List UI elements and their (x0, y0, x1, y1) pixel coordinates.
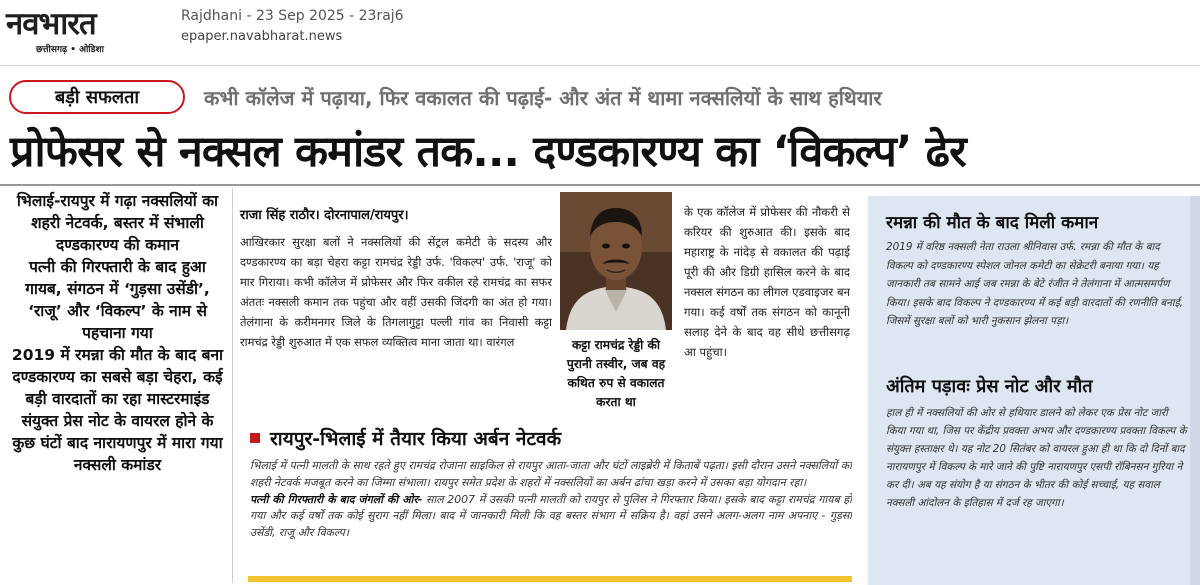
article-column-1: आखिरकार सुरक्षा बलों ने नक्सलियों की सेंट्रल कमेटी के सदस्य और दण्डकारण्य का बड़ा चेहरा कट्टा रामचंद्र रेड्डी उर्फ. 'विकल्प' उर्फ. 'राजू' को मार गिराया। कभी कॉलेज में प्रोफेसर और फिर वकील रहे रामचंद्र का सफर अंततः नक्सली कमान तक पहुंचा और वहीं उसकी जिंदगी का अंत हो गया। तेलंगाना के करीमनगर जिले के तिगलागुट्टा पल्ली गांव का निवासी कट्टा रामचंद्र रेड्डी शुरुआत में एक सफल व्यक्तित्व माना जाता था। वारंगल (240, 235, 552, 349)
kicker-badge (9, 80, 185, 114)
masthead (0, 0, 1200, 62)
newspaper-logo[interactable] (6, 2, 166, 58)
sidebar-text-final: हाल ही में नक्सलियों की ओर से हथियार डालने को लेकर एक प्रेस नोट जारी किया गया था, जिस पर केंद्रीय प्रवक्ता अभय और दण्डकारण्य प्रवक्ता विकल्प के संयुक्त हस्ताक्षर थे। यह नोट 20 सितंबर को वायरल हुआ ही था कि दो दिनों बाद नारायणपुर में विकल्प के मारे जाने की पुष्टि नारायणपुर एसपी रॉबिनसन गुरिया ने कर दी। अब यह संयोग है या संगठन के भीतर की कोई सच्चाई, यह सवाल नक्सली आंदोलन के इतिहास में दर्ज रह जाएगा। (886, 407, 1187, 509)
paragraph-lead: पत्नी की गिरफ्तारी के बाद जंगलों की ओर- (250, 492, 423, 506)
column-divider (232, 188, 233, 583)
photo-caption: कट्टा रामचंद्र रेड्डी की पुरानी तस्वीर, जब वह कथित रुप से वकालत करता था (566, 338, 666, 409)
subhead: रायपुर-भिलाई में तैयार किया अर्बन नेटवर्क (270, 428, 562, 450)
highlight-bar (248, 576, 852, 582)
paragraph-jungle (250, 492, 852, 542)
summary-column (10, 190, 225, 580)
summary-point: 2019 में रमन्ना की मौत के बाद बना दण्डकारण्य का सबसे बड़ा चेहरा, कई बड़ी वारदातों का रहा मास्टरमाइंड (11, 346, 224, 408)
portrait-photo[interactable] (560, 192, 672, 330)
summary-point: भिलाई-रायपुर में गढ़ा नक्सलियों का शहरी नेटवर्क, बस्तर में संभाली दण्डकारण्य की कमान (16, 192, 219, 254)
paragraph-text: साल 2007 में उसकी पत्नी मालती को रायपुर से पुलिस ने गिरफ्तार किया। इसके बाद कट्टा रामचंद्र गायब हो गया और कई वर्षों तक कोई सुराग नहीं मिला। बाद में जानकारी मिली कि वह बस्तर संभाग में सक्रिय है। वहां उसने अलग-अलग नाम अपनाए - गुड़सा उसेंडी, राजू और विकल्प। (250, 492, 852, 540)
sidebar-heading-command: रमन्ना की मौत के बाद मिली कमान (886, 213, 1099, 233)
headline-divider (0, 184, 1200, 186)
logo-edition-label: छत्तीसगढ़ • ओडिशा (36, 45, 104, 55)
byline: राजा सिंह राठौर। दोरनापाल/रायपुर। (240, 208, 409, 223)
subhead-row (250, 424, 561, 452)
sidebar-heading-final: अंतिम पड़ावः प्रेस नोट और मौत (886, 376, 1093, 397)
summary-point: संयुक्त प्रेस नोट के वायरल होने के कुछ घंटों बाद नारायणपुर में मारा गया नक्सली कमांडर (12, 412, 223, 474)
kicker-label: बड़ी सफलता (54, 87, 139, 108)
article-column-3 (250, 458, 852, 570)
site-url-link[interactable]: epaper.navabharat.news (181, 29, 343, 44)
header-divider (0, 65, 1200, 66)
red-square-bullet-icon (250, 433, 260, 443)
sidebar-edge (1190, 196, 1200, 585)
summary-point: पत्नी की गिरफ्तारी के बाद हुआ गायब, संगठन में ‘गुड़सा उसेंडी’, ‘राजू’ और ‘विकल्प’ के नाम से पहचाना गया (25, 258, 210, 342)
logo-wordmark: नवभारत (6, 6, 96, 42)
strap-line: कभी कॉलेज में पढ़ाया, फिर वकालत की पढ़ाई- और अंत में थामा नक्सलियों के साथ हथियार (204, 86, 882, 110)
portrait-illustration (560, 192, 672, 330)
sidebar-text-command: 2019 में वरिष्ठ नक्सली नेता राउला श्रीनिवास उर्फ. रमन्ना की मौत के बाद विकल्प को दण्डकारण्य स्पेशल जोनल कमेटी का सेक्रेटरी बनाया गया। यह जानकारी तब सामने आई जब रमन्ना के बेटे रंजीत ने तेलंगाना में आत्मसमर्पण किया। इसके बाद विकल्प ने दण्डकारण्य में कई बड़ी वारदातों की रणनीति बनाई, जिसमें सुरक्षा बलों को भारी नुकसान झेलना पड़ा। (886, 241, 1183, 327)
article-column-2: के एक कॉलेज में प्रोफेसर की नौकरी से करियर की शुरुआत की। इसके बाद महाराष्ट्र के नांदेड़ से वकालत की पढ़ाई पूरी की और डिग्री हासिल करने के बाद नक्सल संगठन का लीगल एडवाइजर बन गया। कई वर्षों तक संगठन को कानूनी सलाह देने के बाद वह सीधे छत्तीसगढ़ आ पहुंचा। (684, 205, 850, 359)
headline: प्रोफेसर से नक्सल कमांडर तक... दण्डकारण्य का ‘विकल्प’ ढेर (10, 127, 966, 177)
issue-info: Rajdhani - 23 Sep 2025 - 23raj6 (181, 8, 404, 24)
paragraph-urban-network: भिलाई में पत्नी मालती के साथ रहते हुए रामचंद्र रोजाना साइकिल से रायपुर आता-जाता और घंटों लाइब्रेरी में किताबें पढ़ता। इसी दौरान उसने नक्सलियों का शहरी नेटवर्क मजबूत करने का जिम्मा संभाला। रायपुर समेत प्रदेश के शहरों में नक्सलियों का अर्बन ढांचा खड़ा करने में उसका बड़ा योगदान रहा। (250, 459, 852, 489)
